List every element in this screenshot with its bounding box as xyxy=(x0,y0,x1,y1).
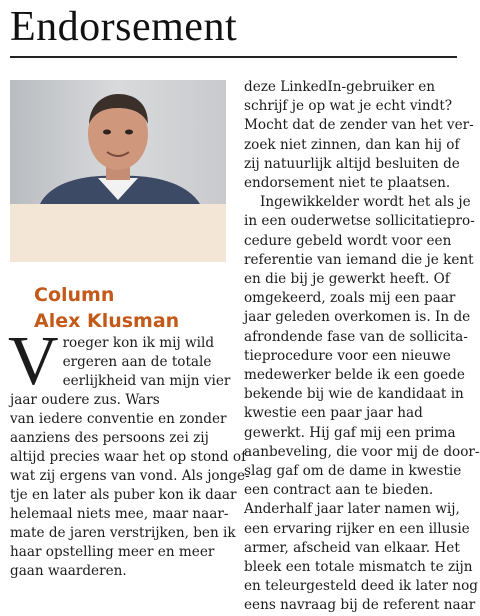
paragraph xyxy=(244,78,474,193)
text-line: wat zij ergens van vond. Als jonge- xyxy=(10,468,250,484)
text-line: cedure gebeld wordt voor een xyxy=(244,232,452,249)
text-line: mate de jaren verstrijken, ben ik xyxy=(10,525,236,541)
text-line: altijd precies waar het op stond of xyxy=(10,449,247,465)
text-line: zoek niet zinnen, dan kan hij of xyxy=(244,136,460,153)
text-line: bekende bij wie de kandidaat in xyxy=(244,386,464,403)
text-line: gewerkt. Hij gaf mij een prima xyxy=(244,424,456,441)
text-line: eerlijkheid van mijn vier xyxy=(62,373,231,389)
right-column xyxy=(244,78,480,616)
text-line: tje en later als puber kon ik daar xyxy=(10,487,237,503)
text-line: Ingewikkelder wordt het als je xyxy=(260,194,471,211)
text-line: kwestie een paar jaar had xyxy=(244,405,423,422)
column-label: Column xyxy=(34,284,115,306)
text-line: van iedere conventie en zonder xyxy=(10,411,227,427)
text-line: referentie van iemand die je kent xyxy=(244,251,474,268)
text-line: helemaal niets mee, maar naar- xyxy=(10,506,229,522)
text-line: haar opstelling meer en meer xyxy=(10,544,215,560)
text-line: een contract aan te bieden. xyxy=(244,482,434,499)
dropcap: V xyxy=(8,323,59,400)
text-line: aanziens des persoons zei zij xyxy=(10,430,209,446)
headline-rule xyxy=(10,56,457,58)
text-line: tieprocedure voor een nieuwe xyxy=(244,347,451,364)
text-line: jaar geleden overkomen is. In de xyxy=(244,309,471,326)
text-line: roeger kon ik mij wild xyxy=(62,335,215,351)
paragraph xyxy=(244,193,480,615)
text-line: Mocht dat de zender van het ver- xyxy=(244,117,474,134)
text-line: gaan waarderen. xyxy=(10,563,127,579)
text-line: endorsement niet te plaatsen. xyxy=(244,175,451,192)
text-line: afrondende fase van de sollicita- xyxy=(244,328,468,345)
headline: Endorsement xyxy=(10,4,238,50)
text-line: omgekeerd, zoals mij een paar xyxy=(244,290,456,307)
text-line: aanbeveling, die voor mij de door- xyxy=(244,443,480,460)
text-line: ergeren aan de totale xyxy=(62,354,212,370)
text-line: armer, afscheid van elkaar. Het xyxy=(244,539,460,556)
text-line: en die bij je gewerkt heeft. Of xyxy=(244,271,450,288)
left-column xyxy=(8,323,250,581)
text-line: eens navraag bij de referent naar xyxy=(244,597,476,614)
text-line: een ervaring rijker en een illusie xyxy=(244,520,470,537)
author-name: Alex Klusman xyxy=(34,310,180,332)
text-line: Anderhalf jaar later namen wij, xyxy=(244,501,460,518)
text-line: medewerker belde ik een goede xyxy=(244,367,465,384)
author-photo xyxy=(10,80,226,204)
text-line: bleek een totale mismatch te zijn xyxy=(244,559,473,576)
text-line: en teleurgesteld deed ik later nog xyxy=(244,578,479,595)
text-line: slag gaf om de dame in kwestie xyxy=(244,463,462,480)
text-line: deze LinkedIn-gebruiker en xyxy=(244,79,436,95)
text-line: zij natuurlijk altijd besluiten de xyxy=(244,155,460,172)
text-line: schrijf je op wat je echt vindt? xyxy=(244,98,453,115)
text-line: jaar oudere zus. Wars xyxy=(10,392,160,408)
column-badge xyxy=(10,80,226,332)
text-line: in een ouderwetse sollicitatiepro- xyxy=(244,213,475,230)
